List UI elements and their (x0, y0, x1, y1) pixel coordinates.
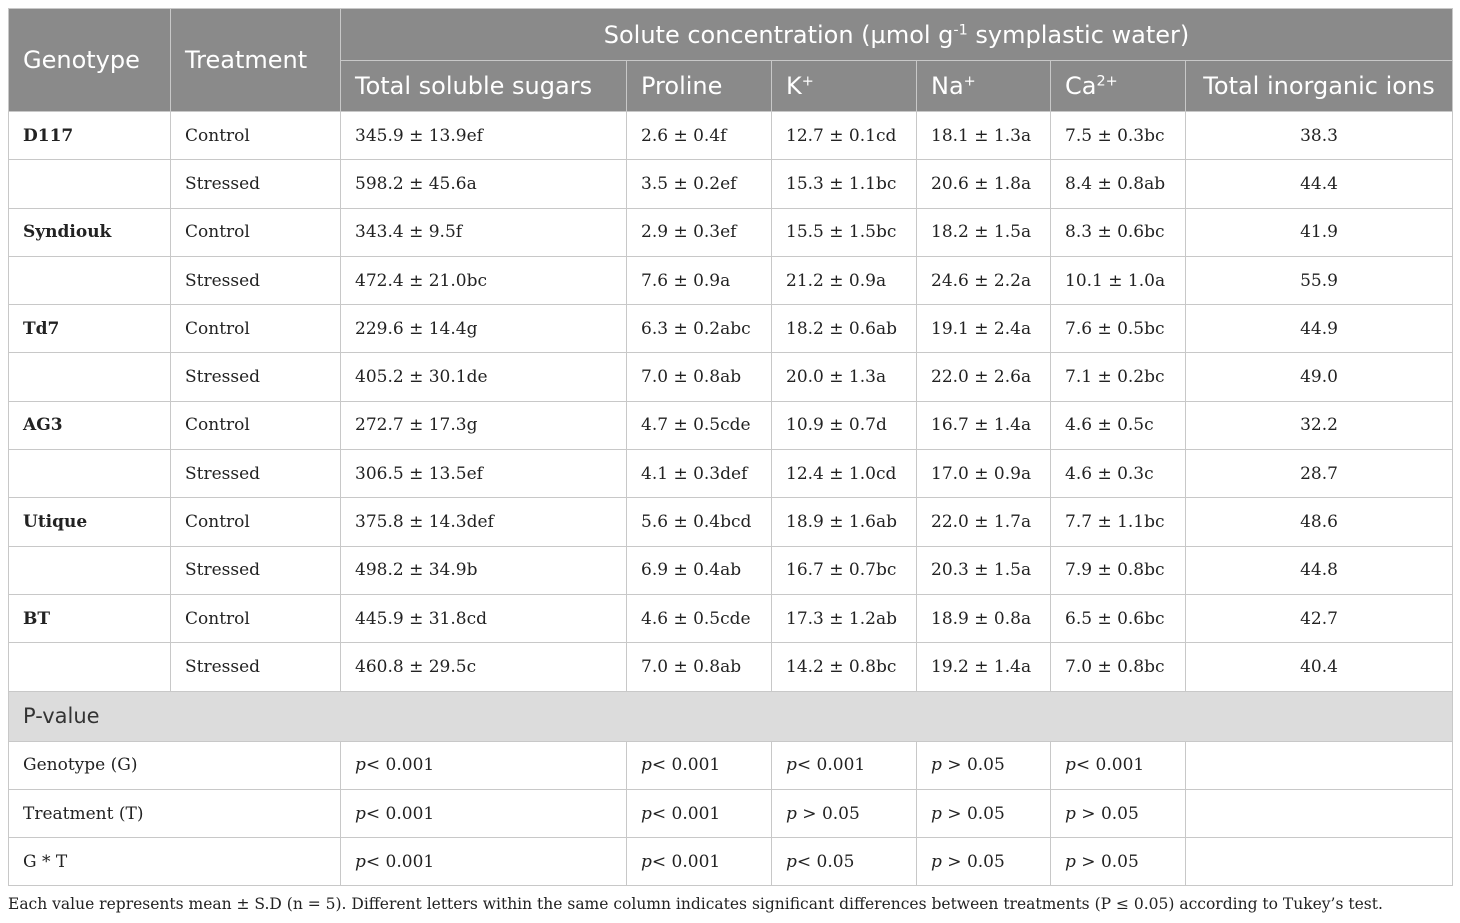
table-row (9, 353, 1453, 401)
table-row (9, 498, 1453, 546)
sugars-cell: 460.8 ± 29.5c (341, 643, 627, 691)
na-cell: 17.0 ± 0.9a (917, 450, 1051, 498)
header-na-sup: + (963, 73, 976, 90)
header-ca-sup: 2+ (1096, 73, 1118, 90)
pvalue-row (9, 741, 1453, 789)
ca-cell: 7.9 ± 0.8bc (1051, 546, 1186, 594)
sugars-cell: 229.6 ± 14.4g (341, 305, 627, 353)
k-cell: 21.2 ± 0.9a (772, 256, 917, 304)
genotype-cell (9, 643, 171, 691)
na-cell: 19.2 ± 1.4a (917, 643, 1051, 691)
header-group-text-post: symplastic water) (967, 20, 1190, 49)
header-ca (1051, 61, 1186, 112)
genotype-cell: Utique (9, 498, 171, 546)
total-ions-cell: 41.9 (1186, 208, 1453, 256)
header-group-sup: -1 (953, 21, 968, 38)
na-cell: 19.1 ± 2.4a (917, 305, 1051, 353)
k-cell: 18.2 ± 0.6ab (772, 305, 917, 353)
treatment-cell: Control (171, 208, 341, 256)
header-solute-group (341, 9, 1453, 61)
total-ions-cell: 44.8 (1186, 546, 1453, 594)
treatment-cell: Stressed (171, 353, 341, 401)
sugars-cell: 272.7 ± 17.3g (341, 401, 627, 449)
table-row (9, 208, 1453, 256)
treatment-cell: Control (171, 594, 341, 642)
ca-cell: 4.6 ± 0.3c (1051, 450, 1186, 498)
header-ca-text: Ca (1065, 72, 1097, 100)
header-total-ions: Total inorganic ions (1186, 61, 1453, 112)
header-k-text: K (786, 72, 802, 100)
pvalue-sugars: p< 0.001 (341, 741, 627, 789)
genotype-cell (9, 160, 171, 208)
pvalue-na: p > 0.05 (917, 741, 1051, 789)
genotype-cell: BT (9, 594, 171, 642)
k-cell: 12.7 ± 0.1cd (772, 112, 917, 160)
treatment-cell: Stressed (171, 450, 341, 498)
genotype-cell (9, 353, 171, 401)
k-cell: 16.7 ± 0.7bc (772, 546, 917, 594)
proline-cell: 4.7 ± 0.5cde (627, 401, 772, 449)
na-cell: 20.6 ± 1.8a (917, 160, 1051, 208)
genotype-cell: D117 (9, 112, 171, 160)
total-ions-cell: 40.4 (1186, 643, 1453, 691)
table-row (9, 256, 1453, 304)
sugars-cell: 498.2 ± 34.9b (341, 546, 627, 594)
pvalue-k: p< 0.001 (772, 741, 917, 789)
pvalue-factor: Genotype (G) (9, 741, 341, 789)
total-ions-cell: 48.6 (1186, 498, 1453, 546)
proline-cell: 5.6 ± 0.4bcd (627, 498, 772, 546)
na-cell: 24.6 ± 2.2a (917, 256, 1051, 304)
ca-cell: 7.1 ± 0.2bc (1051, 353, 1186, 401)
genotype-cell (9, 256, 171, 304)
total-ions-cell: 32.2 (1186, 401, 1453, 449)
k-cell: 12.4 ± 1.0cd (772, 450, 917, 498)
sugars-cell: 598.2 ± 45.6a (341, 160, 627, 208)
header-treatment: Treatment (171, 9, 341, 112)
pvalue-k: p< 0.05 (772, 838, 917, 886)
na-cell: 18.1 ± 1.3a (917, 112, 1051, 160)
proline-cell: 4.1 ± 0.3def (627, 450, 772, 498)
genotype-cell: AG3 (9, 401, 171, 449)
pvalue-na: p > 0.05 (917, 789, 1051, 837)
treatment-cell: Stressed (171, 256, 341, 304)
treatment-cell: Control (171, 305, 341, 353)
pvalue-row (9, 789, 1453, 837)
proline-cell: 6.3 ± 0.2abc (627, 305, 772, 353)
header-na (917, 61, 1051, 112)
total-ions-cell: 55.9 (1186, 256, 1453, 304)
pvalue-ca: p > 0.05 (1051, 789, 1186, 837)
table-row (9, 643, 1453, 691)
sugars-cell: 306.5 ± 13.5ef (341, 450, 627, 498)
pvalue-section-row (9, 691, 1453, 741)
total-ions-cell: 28.7 (1186, 450, 1453, 498)
header-k (772, 61, 917, 112)
header-sugars: Total soluble sugars (341, 61, 627, 112)
na-cell: 18.9 ± 0.8a (917, 594, 1051, 642)
total-ions-cell: 44.4 (1186, 160, 1453, 208)
genotype-cell: Syndiouk (9, 208, 171, 256)
treatment-cell: Stressed (171, 643, 341, 691)
sugars-cell: 472.4 ± 21.0bc (341, 256, 627, 304)
table-container (8, 8, 1452, 886)
k-cell: 18.9 ± 1.6ab (772, 498, 917, 546)
sugars-cell: 343.4 ± 9.5f (341, 208, 627, 256)
proline-cell: 6.9 ± 0.4ab (627, 546, 772, 594)
pvalue-factor: Treatment (T) (9, 789, 341, 837)
pvalue-total-empty (1186, 741, 1453, 789)
total-ions-cell: 49.0 (1186, 353, 1453, 401)
header-proline: Proline (627, 61, 772, 112)
table-row (9, 594, 1453, 642)
genotype-cell (9, 546, 171, 594)
pvalue-sugars: p< 0.001 (341, 838, 627, 886)
pvalue-proline: p< 0.001 (627, 838, 772, 886)
proline-cell: 7.6 ± 0.9a (627, 256, 772, 304)
ca-cell: 6.5 ± 0.6bc (1051, 594, 1186, 642)
proline-cell: 7.0 ± 0.8ab (627, 643, 772, 691)
ca-cell: 7.5 ± 0.3bc (1051, 112, 1186, 160)
treatment-cell: Control (171, 112, 341, 160)
treatment-cell: Control (171, 498, 341, 546)
sugars-cell: 405.2 ± 30.1de (341, 353, 627, 401)
k-cell: 15.5 ± 1.5bc (772, 208, 917, 256)
header-na-text: Na (931, 72, 964, 100)
header-k-sup: + (801, 73, 814, 90)
solute-table (8, 8, 1453, 886)
k-cell: 14.2 ± 0.8bc (772, 643, 917, 691)
na-cell: 22.0 ± 2.6a (917, 353, 1051, 401)
k-cell: 10.9 ± 0.7d (772, 401, 917, 449)
treatment-cell: Stressed (171, 546, 341, 594)
pvalue-sugars: p< 0.001 (341, 789, 627, 837)
pvalue-total-empty (1186, 838, 1453, 886)
proline-cell: 3.5 ± 0.2ef (627, 160, 772, 208)
proline-cell: 2.9 ± 0.3ef (627, 208, 772, 256)
sugars-cell: 375.8 ± 14.3def (341, 498, 627, 546)
sugars-cell: 345.9 ± 13.9ef (341, 112, 627, 160)
na-cell: 16.7 ± 1.4a (917, 401, 1051, 449)
ca-cell: 7.6 ± 0.5bc (1051, 305, 1186, 353)
table-row (9, 450, 1453, 498)
table-row (9, 305, 1453, 353)
pvalue-na: p > 0.05 (917, 838, 1051, 886)
treatment-cell: Control (171, 401, 341, 449)
total-ions-cell: 38.3 (1186, 112, 1453, 160)
table-row (9, 112, 1453, 160)
ca-cell: 8.3 ± 0.6bc (1051, 208, 1186, 256)
ca-cell: 10.1 ± 1.0a (1051, 256, 1186, 304)
pvalue-label: P-value (9, 691, 1453, 741)
table-row (9, 546, 1453, 594)
ca-cell: 7.0 ± 0.8bc (1051, 643, 1186, 691)
table-footnote: Each value represents mean ± S.D (n = 5). Different letters within the same column indicates significant differences between treatments (P ≤ 0.05) according to Tukey’s test. (8, 895, 1383, 913)
k-cell: 17.3 ± 1.2ab (772, 594, 917, 642)
pvalue-proline: p< 0.001 (627, 789, 772, 837)
pvalue-row (9, 838, 1453, 886)
k-cell: 15.3 ± 1.1bc (772, 160, 917, 208)
ca-cell: 8.4 ± 0.8ab (1051, 160, 1186, 208)
sugars-cell: 445.9 ± 31.8cd (341, 594, 627, 642)
ca-cell: 4.6 ± 0.5c (1051, 401, 1186, 449)
table-row (9, 160, 1453, 208)
pvalue-total-empty (1186, 789, 1453, 837)
pvalue-ca: p< 0.001 (1051, 741, 1186, 789)
pvalue-proline: p< 0.001 (627, 741, 772, 789)
na-cell: 20.3 ± 1.5a (917, 546, 1051, 594)
treatment-cell: Stressed (171, 160, 341, 208)
total-ions-cell: 42.7 (1186, 594, 1453, 642)
header-genotype: Genotype (9, 9, 171, 112)
proline-cell: 4.6 ± 0.5cde (627, 594, 772, 642)
genotype-cell (9, 450, 171, 498)
ca-cell: 7.7 ± 1.1bc (1051, 498, 1186, 546)
table-row (9, 401, 1453, 449)
pvalue-ca: p > 0.05 (1051, 838, 1186, 886)
proline-cell: 2.6 ± 0.4f (627, 112, 772, 160)
genotype-cell: Td7 (9, 305, 171, 353)
na-cell: 18.2 ± 1.5a (917, 208, 1051, 256)
pvalue-factor: G * T (9, 838, 341, 886)
na-cell: 22.0 ± 1.7a (917, 498, 1051, 546)
header-group-text-pre: Solute concentration (µmol g (603, 20, 954, 49)
proline-cell: 7.0 ± 0.8ab (627, 353, 772, 401)
total-ions-cell: 44.9 (1186, 305, 1453, 353)
header-row-1 (9, 9, 1453, 61)
k-cell: 20.0 ± 1.3a (772, 353, 917, 401)
pvalue-k: p > 0.05 (772, 789, 917, 837)
